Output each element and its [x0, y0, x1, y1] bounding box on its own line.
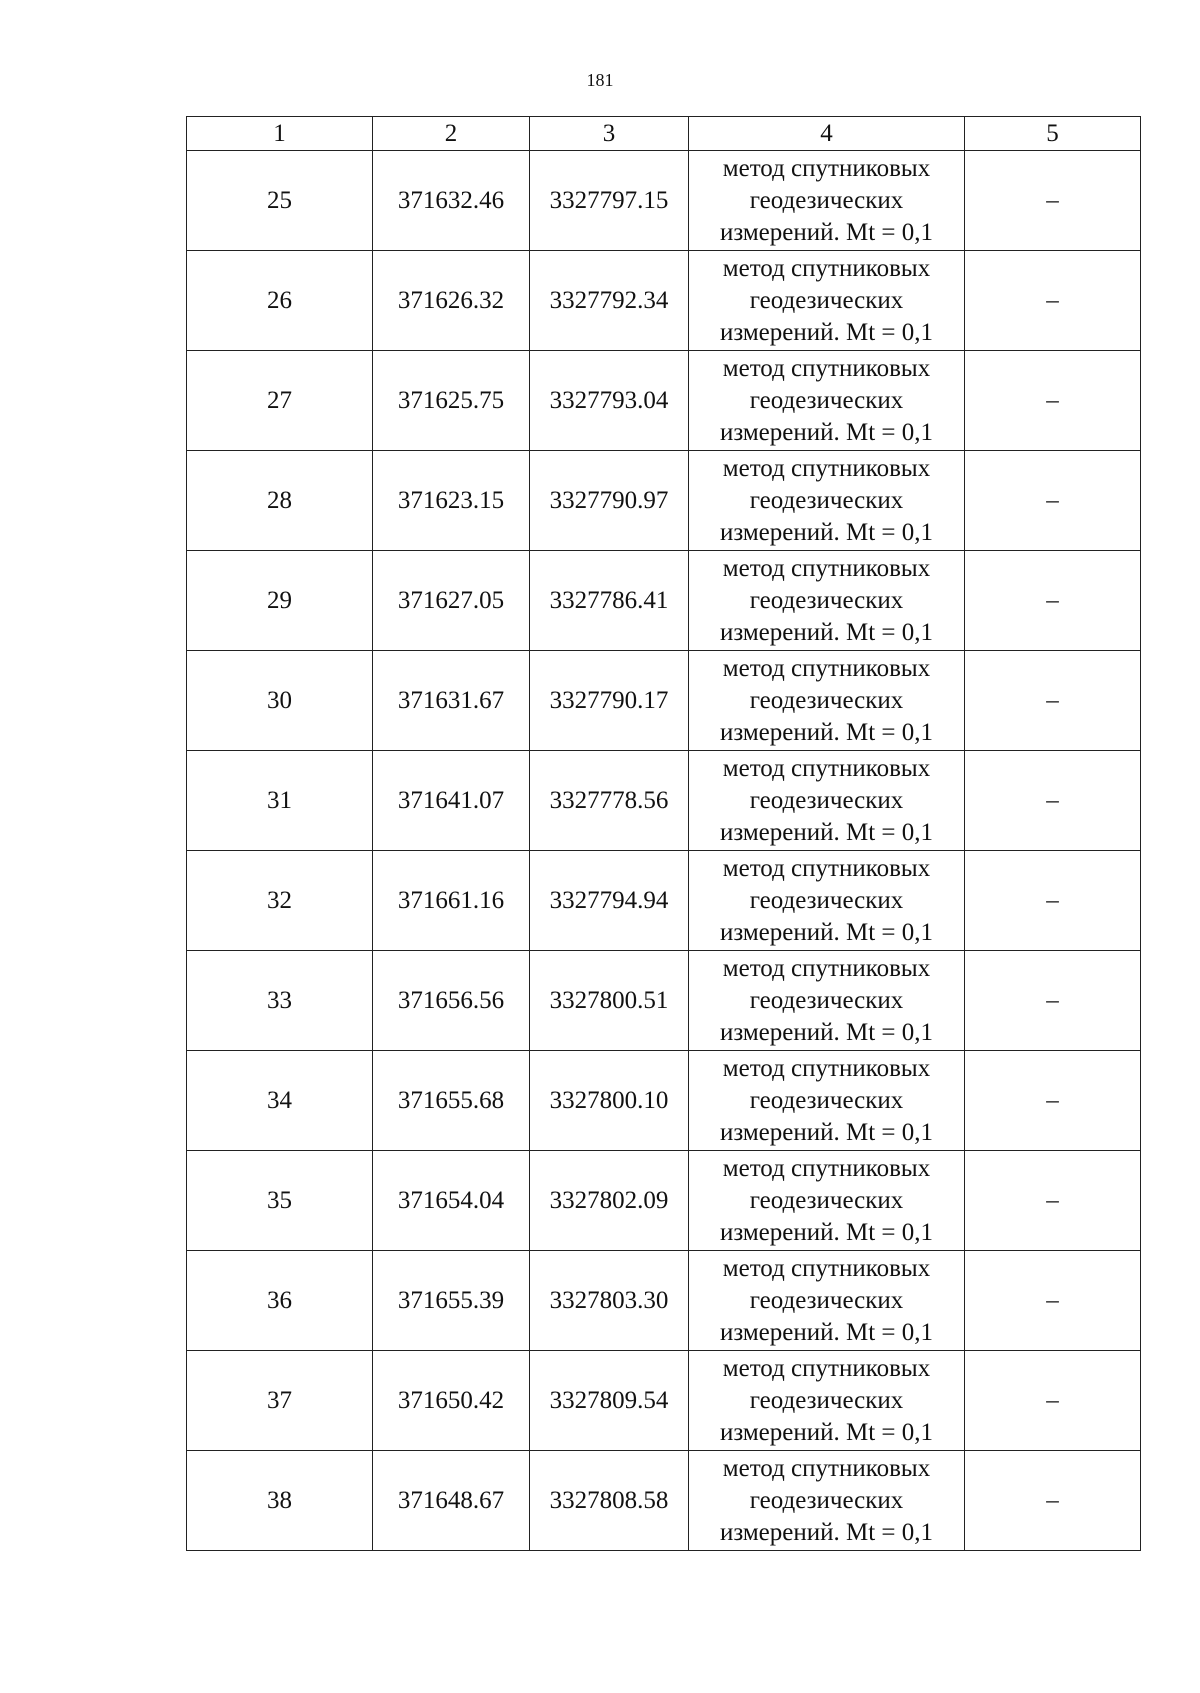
cell-note: –	[965, 651, 1141, 751]
cell-method: метод спутниковых геодезических измерений. Mt = 0,1	[689, 351, 965, 451]
cell-x-coordinate: 371641.07	[373, 751, 530, 851]
cell-point-number: 25	[187, 151, 373, 251]
cell-point-number: 33	[187, 951, 373, 1051]
cell-x-coordinate: 371655.39	[373, 1251, 530, 1351]
cell-x-coordinate: 371661.16	[373, 851, 530, 951]
cell-x-coordinate: 371623.15	[373, 451, 530, 551]
cell-point-number: 27	[187, 351, 373, 451]
table-row	[187, 1351, 1141, 1451]
cell-point-number: 36	[187, 1251, 373, 1351]
cell-method: метод спутниковых геодезических измерений. Mt = 0,1	[689, 151, 965, 251]
cell-point-number: 29	[187, 551, 373, 651]
cell-note: –	[965, 351, 1141, 451]
cell-y-coordinate: 3327778.56	[530, 751, 689, 851]
table-row	[187, 351, 1141, 451]
cell-x-coordinate: 371627.05	[373, 551, 530, 651]
cell-note: –	[965, 1451, 1141, 1551]
cell-point-number: 26	[187, 251, 373, 351]
cell-method: метод спутниковых геодезических измерений. Mt = 0,1	[689, 651, 965, 751]
cell-x-coordinate: 371656.56	[373, 951, 530, 1051]
cell-method: метод спутниковых геодезических измерений. Mt = 0,1	[689, 1351, 965, 1451]
table-row	[187, 951, 1141, 1051]
coordinates-table	[186, 116, 1141, 1551]
cell-y-coordinate: 3327793.04	[530, 351, 689, 451]
table-row	[187, 1051, 1141, 1151]
table-row	[187, 1151, 1141, 1251]
cell-point-number: 28	[187, 451, 373, 551]
cell-note: –	[965, 1151, 1141, 1251]
cell-note: –	[965, 1351, 1141, 1451]
cell-y-coordinate: 3327808.58	[530, 1451, 689, 1551]
cell-y-coordinate: 3327792.34	[530, 251, 689, 351]
cell-y-coordinate: 3327786.41	[530, 551, 689, 651]
cell-y-coordinate: 3327790.17	[530, 651, 689, 751]
cell-method: метод спутниковых геодезических измерений. Mt = 0,1	[689, 451, 965, 551]
header-col-2: 2	[373, 117, 530, 151]
table-row	[187, 851, 1141, 951]
cell-note: –	[965, 1251, 1141, 1351]
cell-point-number: 31	[187, 751, 373, 851]
table-body	[187, 151, 1141, 1551]
cell-point-number: 30	[187, 651, 373, 751]
cell-y-coordinate: 3327794.94	[530, 851, 689, 951]
cell-y-coordinate: 3327800.51	[530, 951, 689, 1051]
cell-method: метод спутниковых геодезических измерений. Mt = 0,1	[689, 1151, 965, 1251]
header-col-3: 3	[530, 117, 689, 151]
cell-note: –	[965, 451, 1141, 551]
table-row	[187, 251, 1141, 351]
cell-point-number: 37	[187, 1351, 373, 1451]
cell-x-coordinate: 371650.42	[373, 1351, 530, 1451]
cell-method: метод спутниковых геодезических измерений. Mt = 0,1	[689, 251, 965, 351]
cell-point-number: 34	[187, 1051, 373, 1151]
table-row	[187, 151, 1141, 251]
cell-x-coordinate: 371655.68	[373, 1051, 530, 1151]
cell-note: –	[965, 151, 1141, 251]
cell-point-number: 38	[187, 1451, 373, 1551]
table-row	[187, 1251, 1141, 1351]
header-col-5: 5	[965, 117, 1141, 151]
cell-x-coordinate: 371626.32	[373, 251, 530, 351]
cell-x-coordinate: 371631.67	[373, 651, 530, 751]
table-header	[187, 117, 1141, 151]
cell-note: –	[965, 251, 1141, 351]
cell-note: –	[965, 751, 1141, 851]
header-row	[187, 117, 1141, 151]
cell-note: –	[965, 1051, 1141, 1151]
cell-note: –	[965, 551, 1141, 651]
table-row	[187, 651, 1141, 751]
cell-y-coordinate: 3327809.54	[530, 1351, 689, 1451]
cell-x-coordinate: 371632.46	[373, 151, 530, 251]
table-row	[187, 1451, 1141, 1551]
cell-note: –	[965, 851, 1141, 951]
cell-y-coordinate: 3327803.30	[530, 1251, 689, 1351]
cell-point-number: 32	[187, 851, 373, 951]
header-col-1: 1	[187, 117, 373, 151]
cell-method: метод спутниковых геодезических измерений. Mt = 0,1	[689, 1251, 965, 1351]
cell-method: метод спутниковых геодезических измерений. Mt = 0,1	[689, 1051, 965, 1151]
table-row	[187, 451, 1141, 551]
cell-x-coordinate: 371648.67	[373, 1451, 530, 1551]
cell-y-coordinate: 3327800.10	[530, 1051, 689, 1151]
cell-method: метод спутниковых геодезических измерений. Mt = 0,1	[689, 1451, 965, 1551]
cell-method: метод спутниковых геодезических измерений. Mt = 0,1	[689, 551, 965, 651]
cell-method: метод спутниковых геодезических измерений. Mt = 0,1	[689, 951, 965, 1051]
header-col-4: 4	[689, 117, 965, 151]
table-row	[187, 751, 1141, 851]
table-row	[187, 551, 1141, 651]
cell-method: метод спутниковых геодезических измерений. Mt = 0,1	[689, 851, 965, 951]
cell-y-coordinate: 3327802.09	[530, 1151, 689, 1251]
cell-x-coordinate: 371625.75	[373, 351, 530, 451]
cell-point-number: 35	[187, 1151, 373, 1251]
cell-method: метод спутниковых геодезических измерений. Mt = 0,1	[689, 751, 965, 851]
page-number: 181	[586, 70, 614, 90]
cell-y-coordinate: 3327790.97	[530, 451, 689, 551]
cell-note: –	[965, 951, 1141, 1051]
cell-x-coordinate: 371654.04	[373, 1151, 530, 1251]
cell-y-coordinate: 3327797.15	[530, 151, 689, 251]
